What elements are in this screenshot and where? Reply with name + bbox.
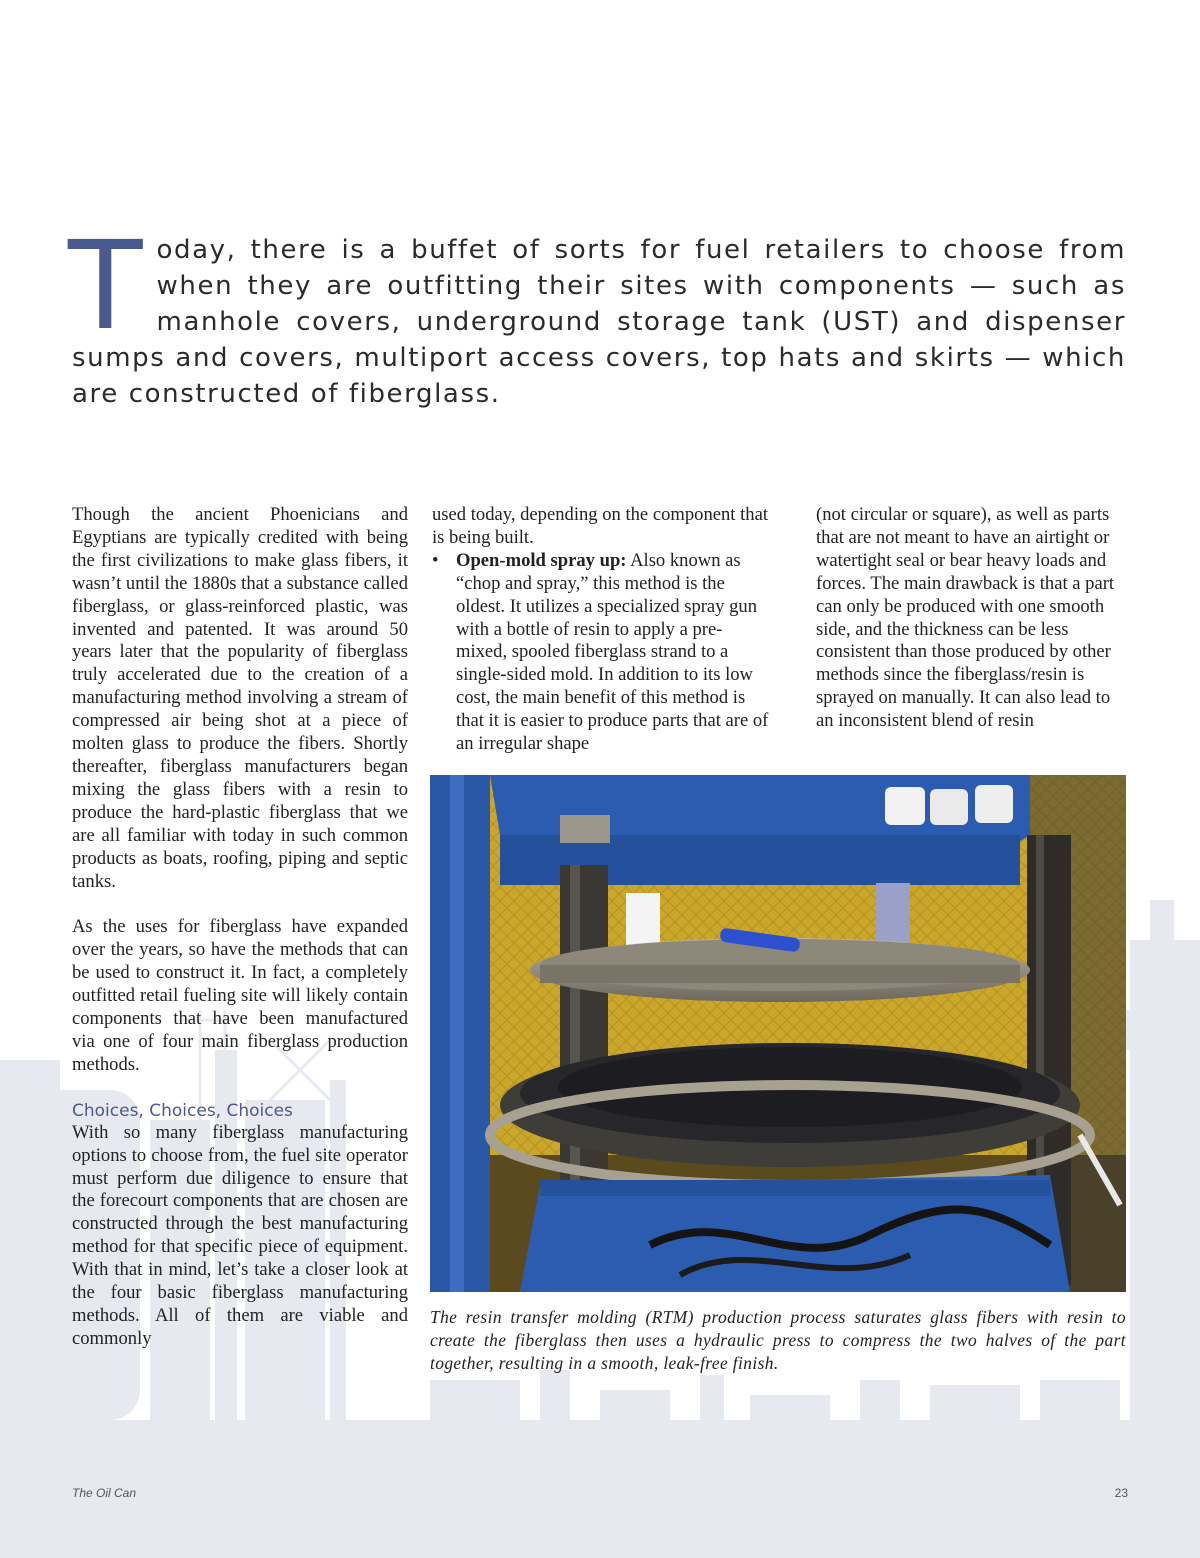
bullet-body: Also known as “chop and spray,” this method is the oldest. It utilizes a specialized spray gun with a bottle of resin to apply a pre-mixed, spooled fiberglass strand to a single-sided mold. In addition to its low cost, the main benefit of this method is that it is easier to produce parts that are of an irregular shape bbox=[456, 549, 769, 755]
body-paragraph: (not circular or square), as well as parts that are not meant to have an airtight or watertight seal or bear heavy loads and forces. The main drawback is that a part can only be produced with one smooth side, and the thickness can be less consistent than those produced by other methods since the fiberglass/resin is sprayed on manually. It can also lead to an inconsistent blend of resin bbox=[816, 504, 1115, 732]
column-1 bbox=[72, 504, 408, 1374]
body-paragraph: With so many fiberglass manufacturing options to choose from, the fuel site operator must perform due diligence to ensure that the forecourt components that are chosen are constructed through the best manufacturing method for that specific piece of equipment. With that in mind, let’s take a closer look at the four basic fiberglass manufacturing methods. All of them are viable and commonly bbox=[72, 1121, 408, 1349]
publication-name: The Oil Can bbox=[72, 1486, 137, 1500]
body-paragraph: As the uses for fiberglass have expanded over the years, so have the methods that can be used to construct it. In fact, a completely outfitted retail fueling site will likely contain components that have been manufactured via one of four main fiberglass production methods. bbox=[72, 916, 408, 1075]
bullet-text bbox=[456, 550, 772, 756]
body-paragraph: used today, depending on the component that is being built. bbox=[432, 504, 768, 548]
photo-caption: The resin transfer molding (RTM) production process saturates glass fibers with resin to create the fiberglass then uses a hydraulic press to compress the two halves of the part together, resulting in a smooth, leak-free finish. bbox=[430, 1307, 1126, 1373]
body-paragraph: Though the ancient Phoenicians and Egyptians are typically credited with being the first civilizations to make glass fibers, it wasn’t until the 1880s that a substance called fiberglass, or glass-reinforced plastic, was invented and patented. It was around 50 years later that the popularity of fiberglass truly accelerated due to the creation of a manufacturing method involving a stream of compressed air being shot at a piece of molten glass to produce the fibers. Shortly thereafter, fiberglass manufacturers began mixing the glass fibers with a resin to produce the hard-plastic fiberglass that we are all familiar with today in such common products as boats, roofing, piping and septic tanks. bbox=[72, 504, 408, 892]
hydraulic-press-illustration bbox=[430, 775, 1126, 1292]
lead-paragraph bbox=[68, 215, 1126, 412]
lead-text: oday, there is a buffet of sorts for fuel retailers to choose from when they are outfitting their sites with components — such as manhole covers, underground storage tank (UST) and dispenser sumps and covers, multiport access covers, top hats and skirts — which are constructed of fiberglass. bbox=[72, 235, 1126, 409]
bullet-title: Open-mold spray up: bbox=[456, 549, 627, 571]
drop-cap: T bbox=[68, 215, 143, 357]
rtm-press-photo bbox=[430, 775, 1126, 1292]
page-number: 23 bbox=[1114, 1486, 1128, 1500]
bullet-marker: • bbox=[432, 549, 439, 571]
column-3 bbox=[816, 504, 1126, 733]
bullet-item bbox=[432, 550, 772, 756]
column-2 bbox=[432, 504, 772, 756]
section-subhead: Choices, Choices, Choices bbox=[72, 1100, 293, 1121]
